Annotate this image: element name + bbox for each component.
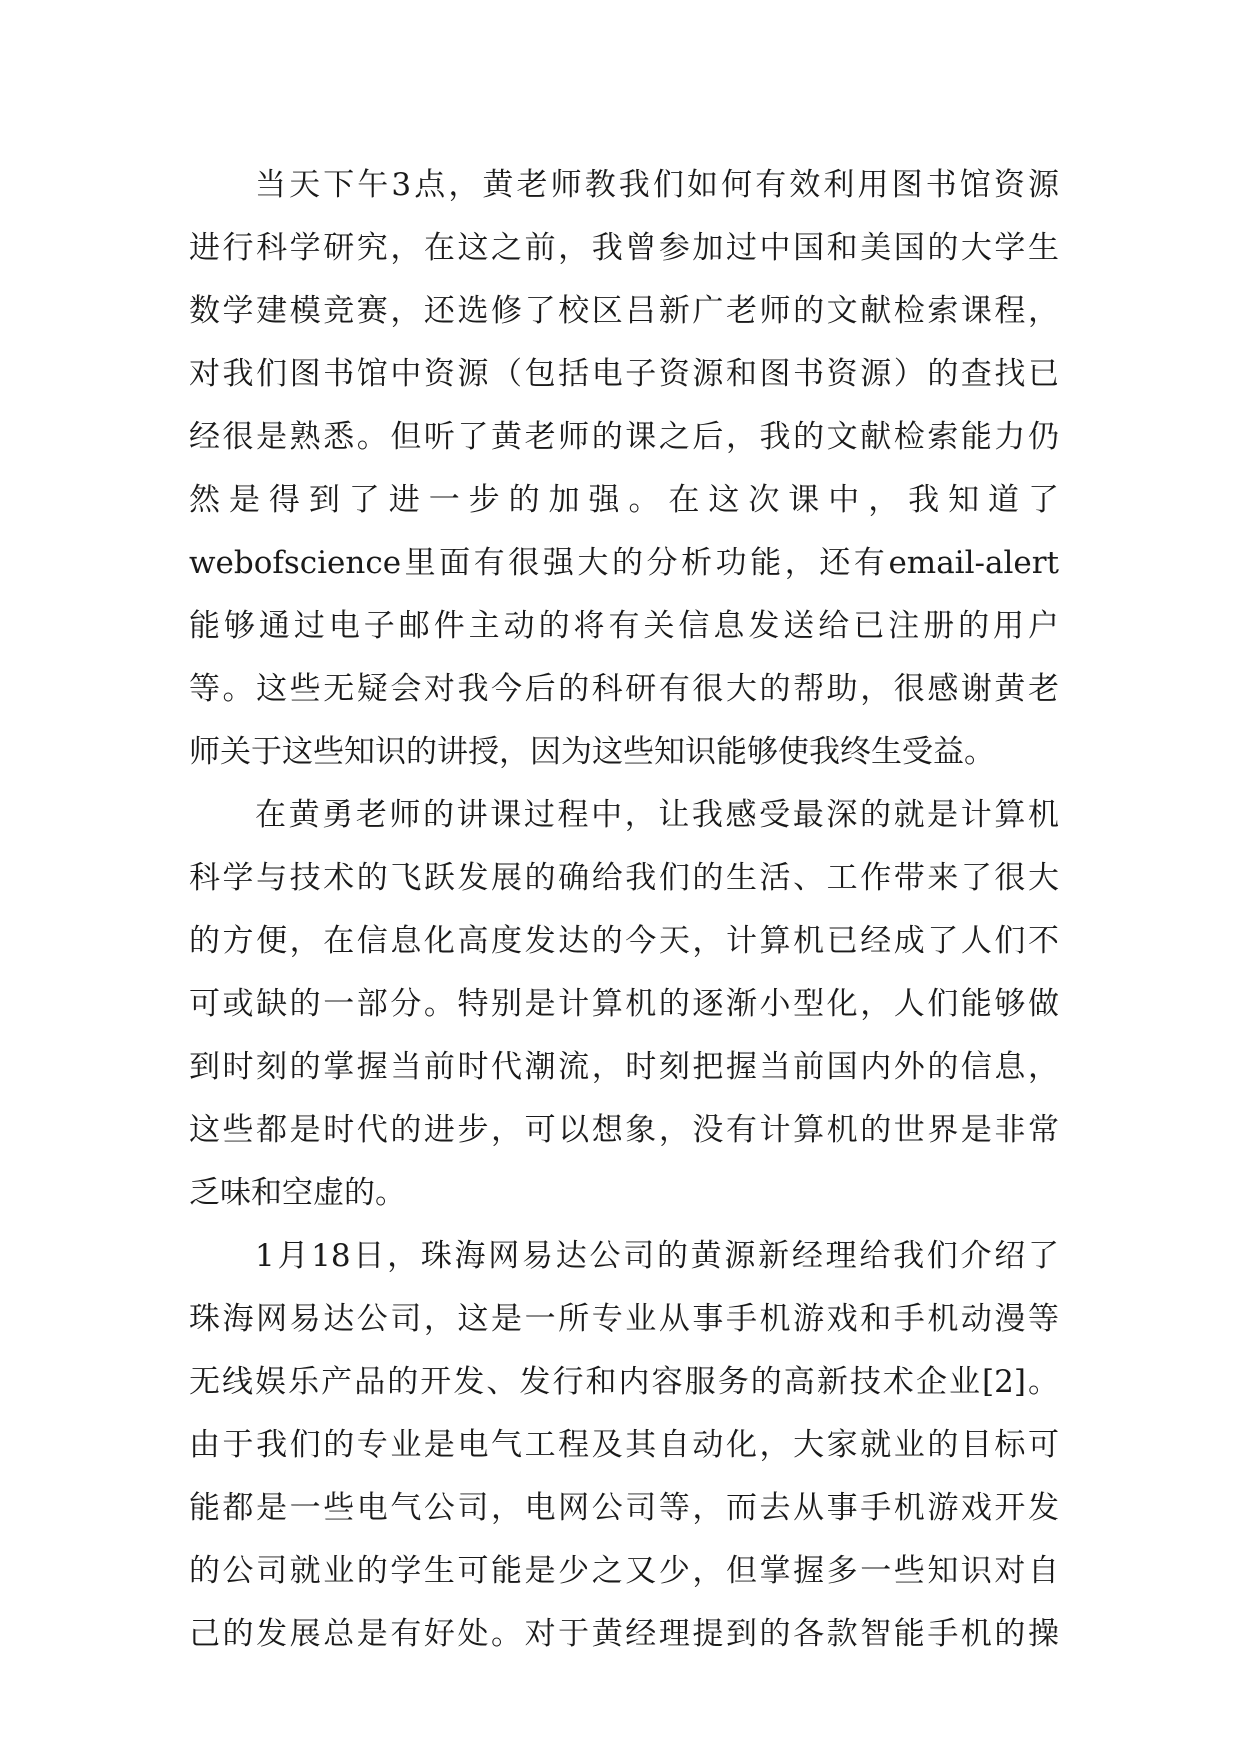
paragraph-3-line-2: 珠海网易达公司，这是一所专业从事手机游戏和手机动漫等 (189, 1301, 1059, 1337)
paragraph-2-line-4: 可或缺的一部分。特别是计算机的逐渐小型化，人们能够做 (189, 986, 1059, 1022)
paragraph-3-line-4: 由于我们的专业是电气工程及其自动化，大家就业的目标可 (189, 1427, 1059, 1463)
paragraph-1-line-4: 对我们图书馆中资源（包括电子资源和图书资源）的查找已 (189, 356, 1059, 392)
paragraph-1-line-10: 师关于这些知识的讲授，因为这些知识能够使我终生受益。 (189, 734, 995, 770)
paragraph-1-line-8: 能够通过电子邮件主动的将有关信息发送给已注册的用户 (189, 608, 1059, 644)
paragraph-2-line-3: 的方便，在信息化高度发达的今天，计算机已经成了人们不 (189, 923, 1059, 959)
paragraph-1-line-3: 数学建模竞赛，还选修了校区吕新广老师的文献检索课程， (189, 293, 1059, 329)
paragraph-1-line-7: webofscience里面有很强大的分析功能，还有email-alert (189, 545, 1059, 581)
paragraph-1-line-1: 当天下午3点，黄老师教我们如何有效利用图书馆资源 (255, 167, 1059, 203)
paragraph-2-line-7: 乏味和空虚的。 (189, 1175, 406, 1211)
paragraph-3-line-1: 1月18日，珠海网易达公司的黄源新经理给我们介绍了 (255, 1238, 1059, 1274)
paragraph-3-line-3: 无线娱乐产品的开发、发行和内容服务的高新技术企业[2]。 (189, 1364, 1059, 1400)
paragraph-3-line-5: 能都是一些电气公司，电网公司等，而去从事手机游戏开发 (189, 1490, 1059, 1526)
paragraph-2-line-5: 到时刻的掌握当前时代潮流，时刻把握当前国内外的信息， (189, 1049, 1059, 1085)
paragraph-2-line-2: 科学与技术的飞跃发展的确给我们的生活、工作带来了很大 (189, 860, 1059, 896)
paragraph-2-line-6: 这些都是时代的进步，可以想象，没有计算机的世界是非常 (189, 1112, 1059, 1148)
paragraph-3-line-6: 的公司就业的学生可能是少之又少，但掌握多一些知识对自 (189, 1553, 1059, 1589)
document-body (189, 154, 1059, 1666)
paragraph-3-line-7: 己的发展总是有好处。对于黄经理提到的各款智能手机的操 (189, 1616, 1059, 1652)
paragraph-1-line-9: 等。这些无疑会对我今后的科研有很大的帮助，很感谢黄老 (189, 671, 1059, 707)
paragraph-1-line-2: 进行科学研究，在这之前，我曾参加过中国和美国的大学生 (189, 230, 1059, 266)
paragraph-2-line-1: 在黄勇老师的讲课过程中，让我感受最深的就是计算机 (255, 797, 1059, 833)
paragraph-1-line-5: 经很是熟悉。但听了黄老师的课之后，我的文献检索能力仍 (189, 419, 1059, 455)
paragraph-1-line-6: 然是得到了进一步的加强。在这次课中，我知道了 (189, 482, 1059, 518)
